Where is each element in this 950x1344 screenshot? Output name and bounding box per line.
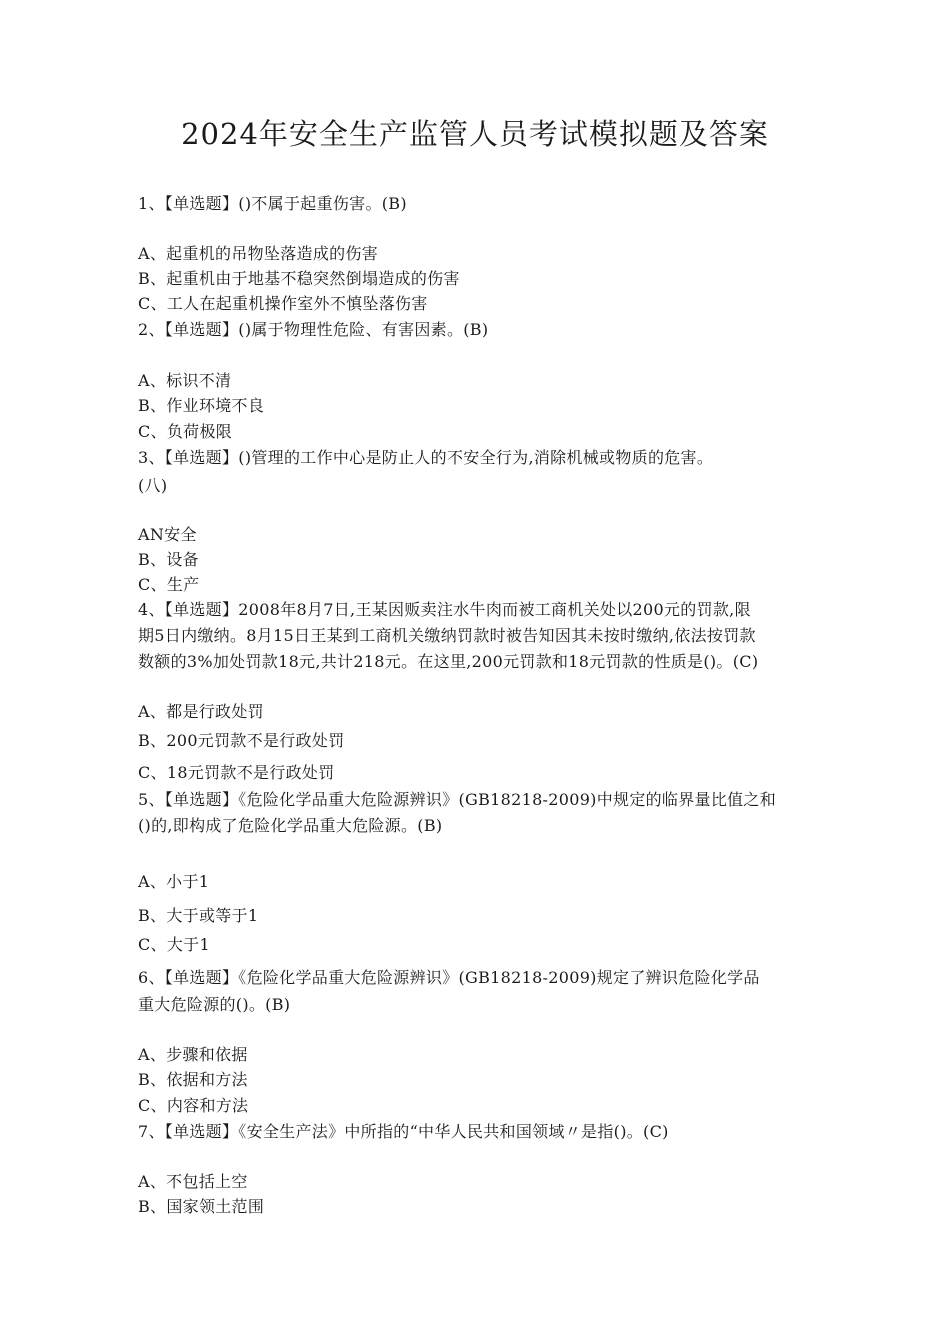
question-7-option-b: B、国家领土范围 <box>138 1197 265 1216</box>
question-4-line-2: 期5日内缴纳。8月15日王某到工商机关缴纳罚款时被告知因其未按时缴纳,依法按罚款 <box>138 626 756 645</box>
question-5-option-b: B、大于或等于1 <box>138 906 259 925</box>
question-4-option-b: B、200元罚款不是行政处罚 <box>138 731 345 750</box>
question-1-option-b: B、起重机由于地基不稳突然倒塌造成的伤害 <box>138 269 460 288</box>
question-6-line-1: 6、【单选题】《危险化学品重大危险源辨识》(GB18218-2009)规定了辨识危险化学品 <box>138 968 760 987</box>
question-6-option-a: A、步骤和依据 <box>138 1045 248 1064</box>
question-6-option-b: B、依据和方法 <box>138 1070 248 1089</box>
question-4-option-a: A、都是行政处罚 <box>138 702 264 721</box>
question-3-line-1: 3、【单选题】()管理的工作中心是防止人的不安全行为,消除机械或物质的危害。 <box>138 448 714 467</box>
question-5-line-1: 5、【单选题】《危险化学品重大危险源辨识》(GB18218-2009)中规定的临界量比值之和 <box>138 790 777 809</box>
question-7-line-1: 7、【单选题】《安全生产法》中所指的“中华人民共和国领域〃是指()。(C) <box>138 1122 669 1141</box>
question-2-option-c: C、负荷极限 <box>138 422 233 441</box>
question-6-line-2: 重大危险源的()。(B) <box>138 995 291 1014</box>
question-7-option-a: A、不包括上空 <box>138 1172 248 1191</box>
question-6-option-c: C、内容和方法 <box>138 1096 249 1115</box>
question-2-option-b: B、作业环境不良 <box>138 396 265 415</box>
question-3-option-c: C、生产 <box>138 575 200 594</box>
question-4-option-c: C、18元罚款不是行政处罚 <box>138 763 335 782</box>
question-5-line-2: ()的,即构成了危险化学品重大危险源。(B) <box>138 816 443 835</box>
question-4-line-3: 数额的3%加处罚款18元,共计218元。在这里,200元罚款和18元罚款的性质是()。(C) <box>138 652 759 671</box>
question-3-option-a: AN安全 <box>138 525 197 544</box>
question-5-option-a: A、小于1 <box>138 872 210 891</box>
question-1-option-c: C、工人在起重机操作室外不慎坠落伤害 <box>138 294 428 313</box>
question-2-option-a: A、标识不清 <box>138 371 232 390</box>
question-3-line-2: (八) <box>138 476 168 495</box>
question-5-option-c: C、大于1 <box>138 935 210 954</box>
question-1-option-a: A、起重机的吊物坠落造成的伤害 <box>138 244 379 263</box>
question-4-line-1: 4、【单选题】2008年8月7日,王某因贩卖注水牛肉而被工商机关处以200元的罚款,限 <box>138 600 751 619</box>
question-3-option-b: B、设备 <box>138 550 199 569</box>
question-2-line-1: 2、【单选题】()属于物理性危险、有害因素。(B) <box>138 320 489 339</box>
question-1-line-1: 1、【单选题】()不属于起重伤害。(B) <box>138 194 407 213</box>
document-title: 2024年安全生产监管人员考试模拟题及答案 <box>181 117 769 151</box>
